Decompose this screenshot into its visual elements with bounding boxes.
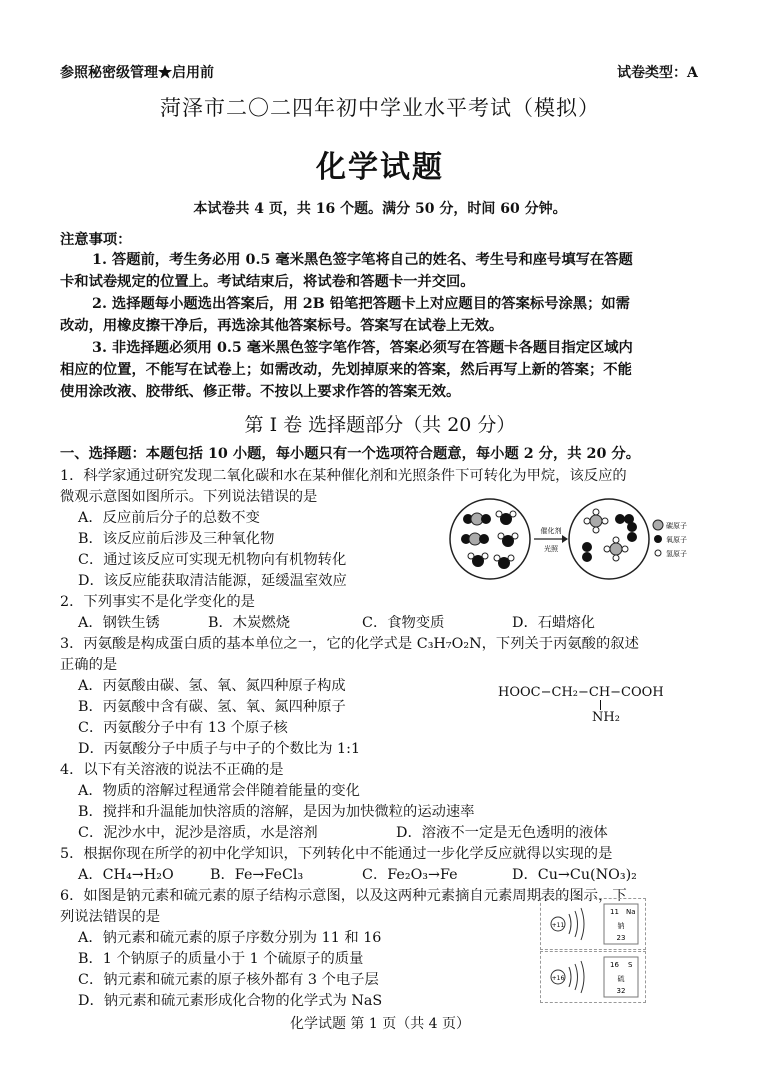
q1-option: B．该反应前后涉及三种氧化物 (78, 531, 275, 547)
ch4-molecule (584, 509, 608, 533)
q6-option: D．钠元素和硫元素形成化合物的化学式为 NaS (78, 993, 383, 1009)
notes-line: 1. 答题前，考生务必用 0.5 毫米黑色签字笔将自己的姓名、考生号和座号填写在答题 (92, 252, 633, 268)
q3-option: B．丙氨酸中含有碳、氢、氧、氮四种原子 (78, 699, 346, 715)
alanine-formula: C₃H₇O₂N (416, 636, 482, 652)
q4-option: D．溶液不一定是无色透明的液体 (396, 825, 608, 841)
q5-option: D．Cu→Cu(NO₃)₂ (512, 867, 637, 883)
q4-option: A．物质的溶解过程通常会伴随着能量的变化 (78, 783, 360, 799)
notes-line: 2. 选择题每小题选出答案后，用 2B 铅笔把答题卡上对应题目的答案标号涂黑；如需 (92, 296, 630, 312)
h2o-molecule (494, 555, 514, 569)
arrow-label-light: 光照 (544, 545, 558, 553)
sodium-name: 钠 (617, 922, 625, 930)
sulfur-nucleus: +16 (551, 975, 565, 982)
co2-molecule (463, 513, 491, 525)
h2o-molecule (468, 553, 488, 567)
o2-molecule (582, 542, 592, 562)
q1-stem: 1．科学家通过研究发现二氧化碳和水在某种催化剂和光照条件下可转化为甲烷，该反应的 (60, 468, 627, 484)
q2-option: C．食物变质 (362, 615, 445, 631)
q6-option: C．钠元素和硫元素的原子核外都有 3 个电子层 (78, 972, 379, 988)
paper-type-label: 试卷类型：A (617, 65, 698, 81)
q5-stem: 5．根据你现在所学的初中化学知识，下列转化中不能通过一步化学反应就得以实现的是 (60, 846, 613, 862)
notes-line: 改动，用橡皮擦干净后，再选涂其他答案标号。答案写在试卷上无效。 (60, 318, 504, 334)
notes-heading: 注意事项： (60, 232, 132, 248)
q4-stem: 4．以下有关溶液的说法不正确的是 (60, 762, 284, 778)
legend-oxygen: 氧原子 (666, 536, 687, 544)
q3-stem: 正确的是 (60, 657, 118, 673)
sodium-atomic-mass: 23 (616, 934, 626, 942)
ch4-molecule (604, 537, 628, 561)
notes-line: 3. 非选择题必须用 0.5 毫米黑色签字笔作答，答案必须写在答题卡各题目指定区域内 (92, 340, 633, 356)
q1-option: D．该反应能获取清洁能源，延缓温室效应 (78, 573, 347, 589)
q4-option: B．搅拌和升温能加快溶质的溶解，是因为加快微粒的运动速率 (78, 804, 475, 820)
q5-option: A．CH₄→H₂O (78, 867, 174, 883)
section-title: 第 I 卷 选择题部分（共 20 分） (244, 414, 516, 436)
o2-molecule (627, 522, 637, 542)
legend-hydrogen: 氢原子 (666, 550, 687, 558)
exam-title: 菏泽市二〇二四年初中学业水平考试（模拟） (160, 96, 600, 120)
sulfur-atomic-number: 16 (610, 961, 619, 969)
sulfur-atomic-mass: 32 (616, 987, 626, 995)
sulfur-symbol: S (628, 961, 633, 969)
sodium-nucleus: +11 (551, 922, 565, 929)
q5-option: B．Fe→FeCl₃ (210, 867, 304, 883)
q1-option: C．通过该反应可实现无机物向有机物转化 (78, 552, 347, 568)
notes-line: 使用涂改液、胶带纸、修正带。不按以上要求作答的答案无效。 (60, 384, 461, 400)
reaction-diagram (444, 495, 716, 585)
q3-stem: 3．丙氨酸是构成蛋白质的基本单位之一，它的化学式是 C₃H₇O₂N，下列关于丙氨酸的叙述 (60, 636, 639, 652)
q6-option: A．钠元素和硫元素的原子序数分别为 11 和 16 (78, 930, 382, 946)
co2-molecule (461, 533, 489, 545)
alanine-amino-group: NH₂ (592, 710, 620, 725)
arrow-label-catalyst: 催化剂 (540, 527, 562, 535)
notes-line: 相应的位置，不能写在试卷上；如需改动，先划掉原来的答案，然后再写上新的答案；不能 (60, 362, 632, 378)
notes-line: 卡和试卷规定的位置上。考试结束后，将试卷和答题卡一并交回。 (60, 274, 475, 290)
h2o-molecule (498, 533, 518, 547)
q6-stem: 列说法错误的是 (60, 909, 161, 925)
q2-stem: 2．下列事实不是化学变化的是 (60, 594, 255, 610)
subject-title: 化学试题 (316, 150, 444, 185)
confidentiality-label: 参照秘密级管理★启用前 (60, 65, 214, 81)
q3-option: C．丙氨酸分子中有 13 个原子核 (78, 720, 288, 736)
alanine-structure: HOOC−CH₂−CH−COOH (498, 685, 664, 700)
q1-option: A．反应前后分子的总数不变 (78, 510, 260, 526)
q6-stem: 6．如图是钠元素和硫元素的原子结构示意图，以及这两种元素摘自元素周期表的图示，下 (60, 888, 627, 904)
page-footer: 化学试题 第 1 页（共 4 页） (289, 1016, 471, 1032)
h2o-molecule (496, 511, 516, 525)
q6-option: B．1 个钠原子的质量小于 1 个硫原子的质量 (78, 951, 364, 967)
q2-option: B．木炭燃烧 (208, 615, 290, 631)
sodium-atomic-number: 11 (610, 908, 619, 916)
legend-carbon: 碳原子 (666, 522, 687, 530)
q2-option: D．石蜡熔化 (512, 615, 595, 631)
sulfur-name: 硫 (617, 975, 625, 983)
part-intro: 一、选择题：本题包括 10 小题，每小题只有一个选项符合题意，每小题 2 分，共 20 分。 (60, 446, 640, 462)
q5-option: C．Fe₂O₃→Fe (362, 867, 458, 883)
q4-option: C．泥沙水中，泥沙是溶质，水是溶剂 (78, 825, 318, 841)
sodium-symbol: Na (626, 908, 636, 916)
exam-info: 本试卷共 4 页，共 16 个题。满分 50 分，时间 60 分钟。 (193, 201, 567, 217)
q1-stem: 微观示意图如图所示。下列说法错误的是 (60, 489, 318, 505)
q3-option: A．丙氨酸由碳、氢、氧、氮四种原子构成 (78, 678, 346, 694)
q2-option: A．钢铁生锈 (78, 615, 160, 631)
q3-option: D．丙氨酸分子中质子与中子的个数比为 1:1 (78, 741, 361, 757)
sulfur-atom-structure (542, 953, 642, 1001)
sodium-atom-structure (542, 900, 642, 948)
